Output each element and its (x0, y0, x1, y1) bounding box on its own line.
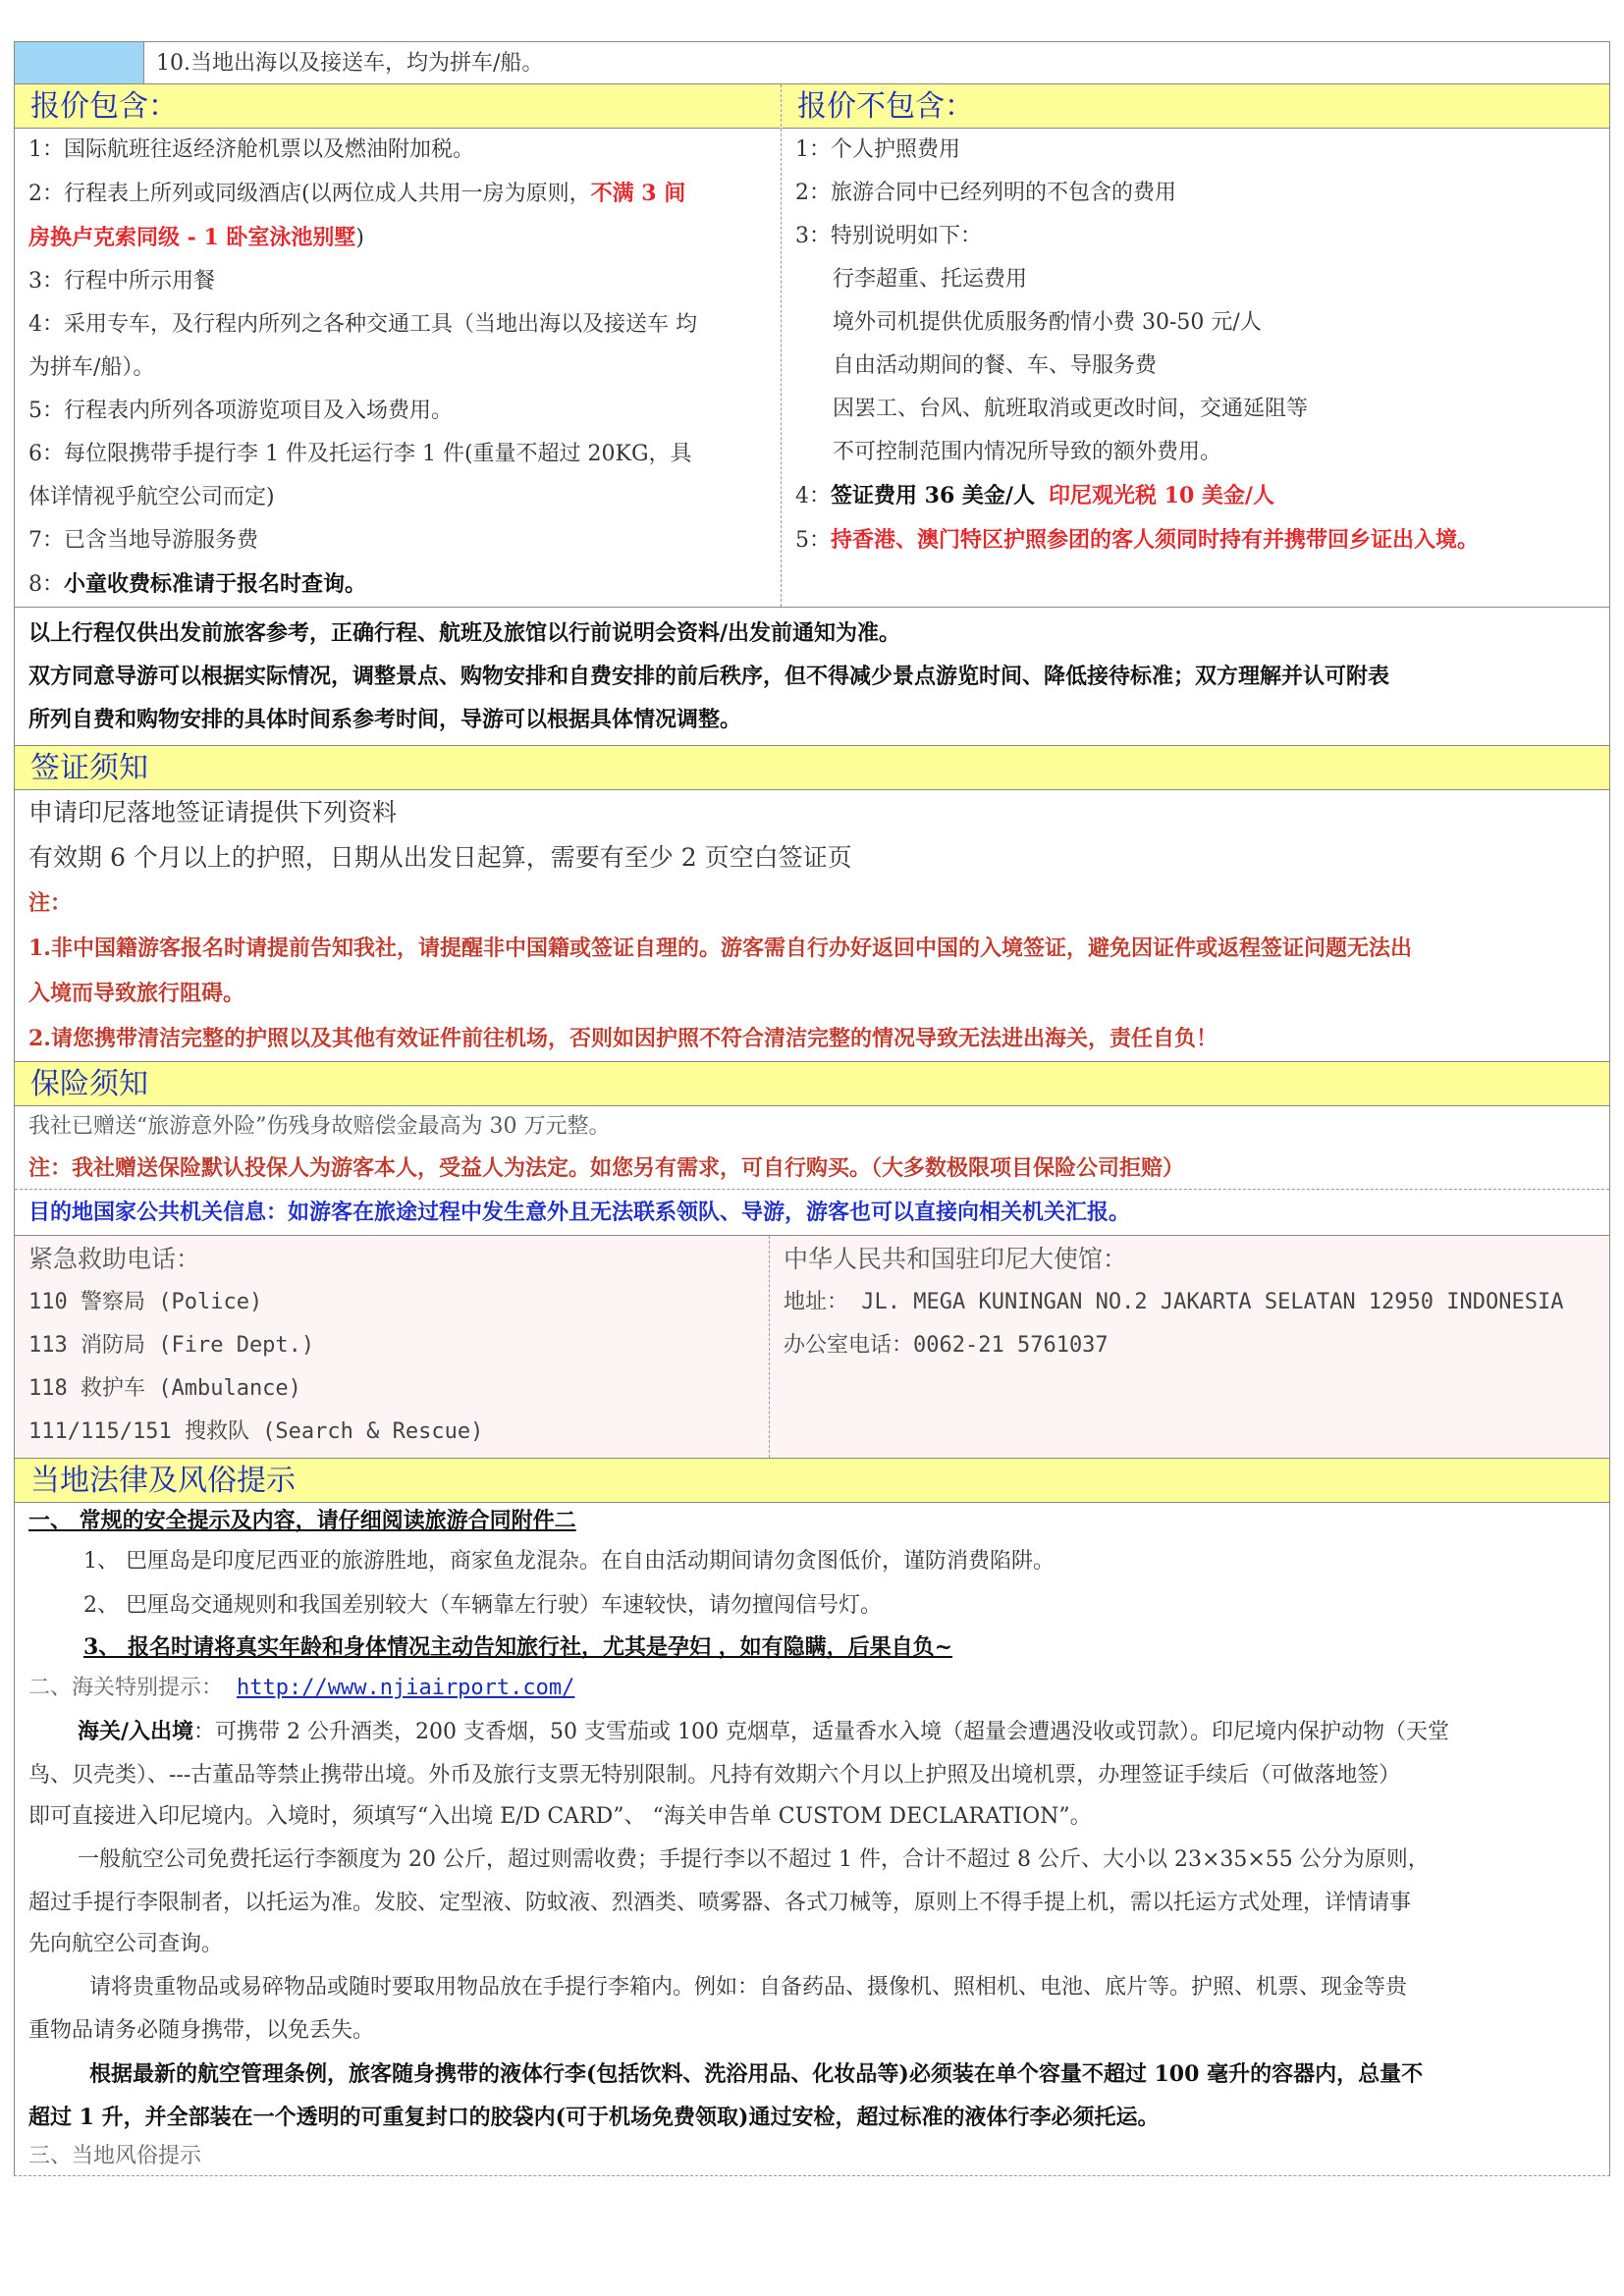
excluded-item: 5：持香港、澳门特区护照参团的客人须同时持有并携带回乡证出入境。 (795, 527, 1480, 553)
embassy-title: 中华人民共和国驻印尼大使馆： (784, 1245, 1128, 1273)
embassy-address: 地址： JL. MEGA KUNINGAN NO.2 JAKARTA SELATAN 12950 INDONESIA (784, 1290, 1564, 1314)
included-item: 为拼车/船）。 (28, 355, 155, 380)
quote-table (14, 84, 1610, 608)
authority-info: 目的地国家公共机关信息：如游客在旅途过程中发生意外且无法联系领队、导游，游客也可以直接向相关机关汇报。 (15, 1189, 1609, 1235)
included-item: 8：小童收费标准请于报名时查询。 (28, 571, 367, 597)
liquids-line: 超过 1 升，并全部装在一个透明的可重复封口的胶袋内(可于机场免费领取)通过安检，超过标准的液体行李必须托运。 (28, 2105, 1160, 2130)
excluded-item: 3：特别说明如下： (795, 224, 982, 248)
visa-section (14, 746, 1610, 1062)
laws-section-1: 一、 常规的安全提示及内容，请仔细阅读旅游合同附件二 (28, 1508, 576, 1533)
top-row (14, 41, 1610, 84)
insurance-line: 我社已赠送“旅游意外险”伤残身故赔偿金最高为 30 万元整。 (28, 1114, 611, 1139)
notice-block (14, 608, 1610, 746)
emergency-right (769, 1236, 1609, 1458)
customs-line: 海关/入出境：可携带 2 公升酒类，200 支香烟，50 支雪茄或 100 克烟草，适量香水入境（超量会遭遇没收或罚款）。印尼境内保护动物（天堂 (78, 1719, 1449, 1744)
excluded-item: 2：旅游合同中已经列明的不包含的费用 (795, 181, 1176, 205)
included-item: 2：行程表上所列或同级酒店(以两位成人共用一房为原则，不满 3 间 (28, 181, 686, 206)
emergency-title: 紧急救助电话： (28, 1245, 201, 1273)
included-item: 体详情视乎航空公司而定) (28, 485, 275, 509)
laws-section (14, 1459, 1610, 2176)
customs-heading: 二、海关特别提示： http://www.njiairport.com/ (28, 1676, 575, 1700)
emergency-left (15, 1236, 769, 1458)
included-item: 1：国际航班往返经济舱机票以及燃油附加税。 (28, 137, 474, 162)
excluded-item: 行李超重、托运费用 (833, 267, 1028, 292)
included-item: 3：行程中所示用餐 (28, 269, 215, 294)
emergency-number: 110 警察局 (Police) (28, 1290, 263, 1314)
valuables-line: 请将贵重物品或易碎物品或随时要取用物品放在手提行李箱内。例如：自备药品、摄像机、照相机、电池、底片等。护照、机票、现金等贵 (89, 1975, 1408, 2000)
included-item: 5：行程表内所列各项游览项目及入场费用。 (28, 399, 453, 423)
visa-note-label: 注： (28, 890, 73, 916)
included-column (15, 84, 781, 607)
insurance-note: 注：我社赠送保险默认投保人为游客本人，受益人为法定。如您另有需求，可自行购买。（大多数极限项目保险公司拒赔） (28, 1155, 1185, 1181)
visa-line: 申请印尼落地签证请提供下列资料 (28, 798, 398, 827)
insurance-section (14, 1062, 1610, 1236)
excluded-item: 因罢工、台风、航班取消或更改时间，交通延阻等 (833, 397, 1309, 421)
excluded-column (781, 84, 1609, 607)
embassy-phone: 办公室电话：0062-21 5761037 (784, 1333, 1109, 1358)
customs-line: 鸟、贝壳类）、---古董品等禁止携带出境。外币及旅行支票无特别限制。凡持有效期六个月以上护照及出境机票，办理签证手续后（可做落地签） (28, 1763, 1401, 1788)
visa-note: 入境而导致旅行阻碍。 (28, 981, 245, 1006)
included-item: 4：采用专车，及行程内所列之各种交通工具（当地出海以及接送车 均 (28, 312, 697, 337)
notice-line: 双方同意导游可以根据实际情况，调整景点、购物安排和自费安排的前后秩序，但不得减少景点游览时间、降低接待标准；双方理解并认可附表 (28, 664, 1390, 689)
laws-section-3: 三、当地风俗提示 (28, 2144, 202, 2168)
included-title: 报价包含： (15, 84, 781, 129)
notice-line: 所列自费和购物安排的具体时间系参考时间，导游可以根据具体情况调整。 (28, 707, 742, 732)
baggage-line: 先向航空公司查询。 (28, 1932, 224, 1956)
visa-title: 签证须知 (15, 746, 1609, 790)
laws-item: 1、 巴厘岛是印度尼西亚的旅游胜地，商家鱼龙混杂。在自由活动期间请勿贪图低价，谨防消费陷阱。 (83, 1549, 1055, 1574)
included-item: 房换卢克索同级 - 1 卧室泳池别墅) (28, 225, 365, 250)
included-item: 6：每位限携带手提行李 1 件及托运行李 1 件(重量不超过 20KG，具 (28, 442, 692, 466)
excluded-item: 自由活动期间的餐、车、导服务费 (833, 353, 1158, 378)
notice-line: 以上行程仅供出发前旅客参考，正确行程、航班及旅馆以行前说明会资料/出发前通知为准。 (28, 620, 901, 646)
visa-line: 有效期 6 个月以上的护照，日期从出发日起算，需要有至少 2 页空白签证页 (28, 843, 852, 872)
insurance-title: 保险须知 (15, 1062, 1609, 1106)
emergency-number: 113 消防局 (Fire Dept.) (28, 1333, 315, 1358)
document-page (14, 41, 1610, 2176)
baggage-line: 一般航空公司免费托运行李额度为 20 公斤，超过则需收费；手提行李以不超过 1 件，合计不超过 8 公斤、大小以 23×35×55 公分为原则， (78, 1847, 1430, 1872)
emergency-number: 118 救护车 (Ambulance) (28, 1376, 301, 1401)
visa-note: 2.请您携带清洁完整的护照以及其他有效证件前往机场，否则如因护照不符合清洁完整的情况导致无法进出海关，责任自负！ (28, 1026, 1218, 1051)
visa-note: 1.非中国籍游客报名时请提前告知我社，请提醒非中国籍或签证自理的。游客需自行办好返回中国的入境签证，避免因证件或返程签证问题无法出 (28, 935, 1412, 961)
liquids-line: 根据最新的航空管理条例，旅客随身携带的液体行李(包括饮料、洗浴用品、化妆品等)必须装在单个容量不超过 100 毫升的容器内，总量不 (89, 2061, 1424, 2087)
valuables-line: 重物品请务必随身携带，以免丢失。 (28, 2018, 375, 2043)
emergency-table (14, 1236, 1610, 1459)
laws-item: 2、 巴厘岛交通规则和我国差别较大（车辆靠左行驶）车速较快，请勿擅闯信号灯。 (83, 1593, 882, 1618)
baggage-line: 超过手提行李限制者，以托运为准。发胶、定型液、防蚊液、烈酒类、喷雾器、各式刀械等，原则上不得手提上机，需以托运方式处理，详情请事 (28, 1891, 1412, 1915)
emergency-number: 111/115/151 搜救队 (Search & Rescue) (28, 1419, 484, 1444)
excluded-item: 境外司机提供优质服务酌情小费 30-50 元/人 (833, 310, 1262, 335)
laws-title: 当地法律及风俗提示 (15, 1459, 1609, 1503)
customs-link[interactable]: http://www.njiairport.com/ (237, 1676, 575, 1700)
excluded-item: 不可控制范围内情况所导致的额外费用。 (833, 440, 1222, 464)
laws-item: 3、 报名时请将真实年龄和身体情况主动告知旅行社，尤其是孕妇 ，如有隐瞒，后果自负~ (83, 1634, 953, 1660)
excluded-title: 报价不包含： (782, 84, 1609, 129)
included-item: 7：已含当地导游服务费 (28, 528, 258, 553)
excluded-item: 4：签证费用 36 美金/人 印尼观光税 10 美金/人 (795, 483, 1274, 508)
top-row-text: 10.当地出海以及接送车，均为拼车/船。 (156, 51, 544, 76)
customs-line: 即可直接进入印尼境内。入境时，须填写“入出境 E/D CARD”、 “海关申告单 CUSTOM DECLARATION”。 (28, 1804, 1092, 1829)
excluded-item: 1：个人护照费用 (795, 137, 960, 162)
top-row-color-cell (15, 42, 144, 83)
